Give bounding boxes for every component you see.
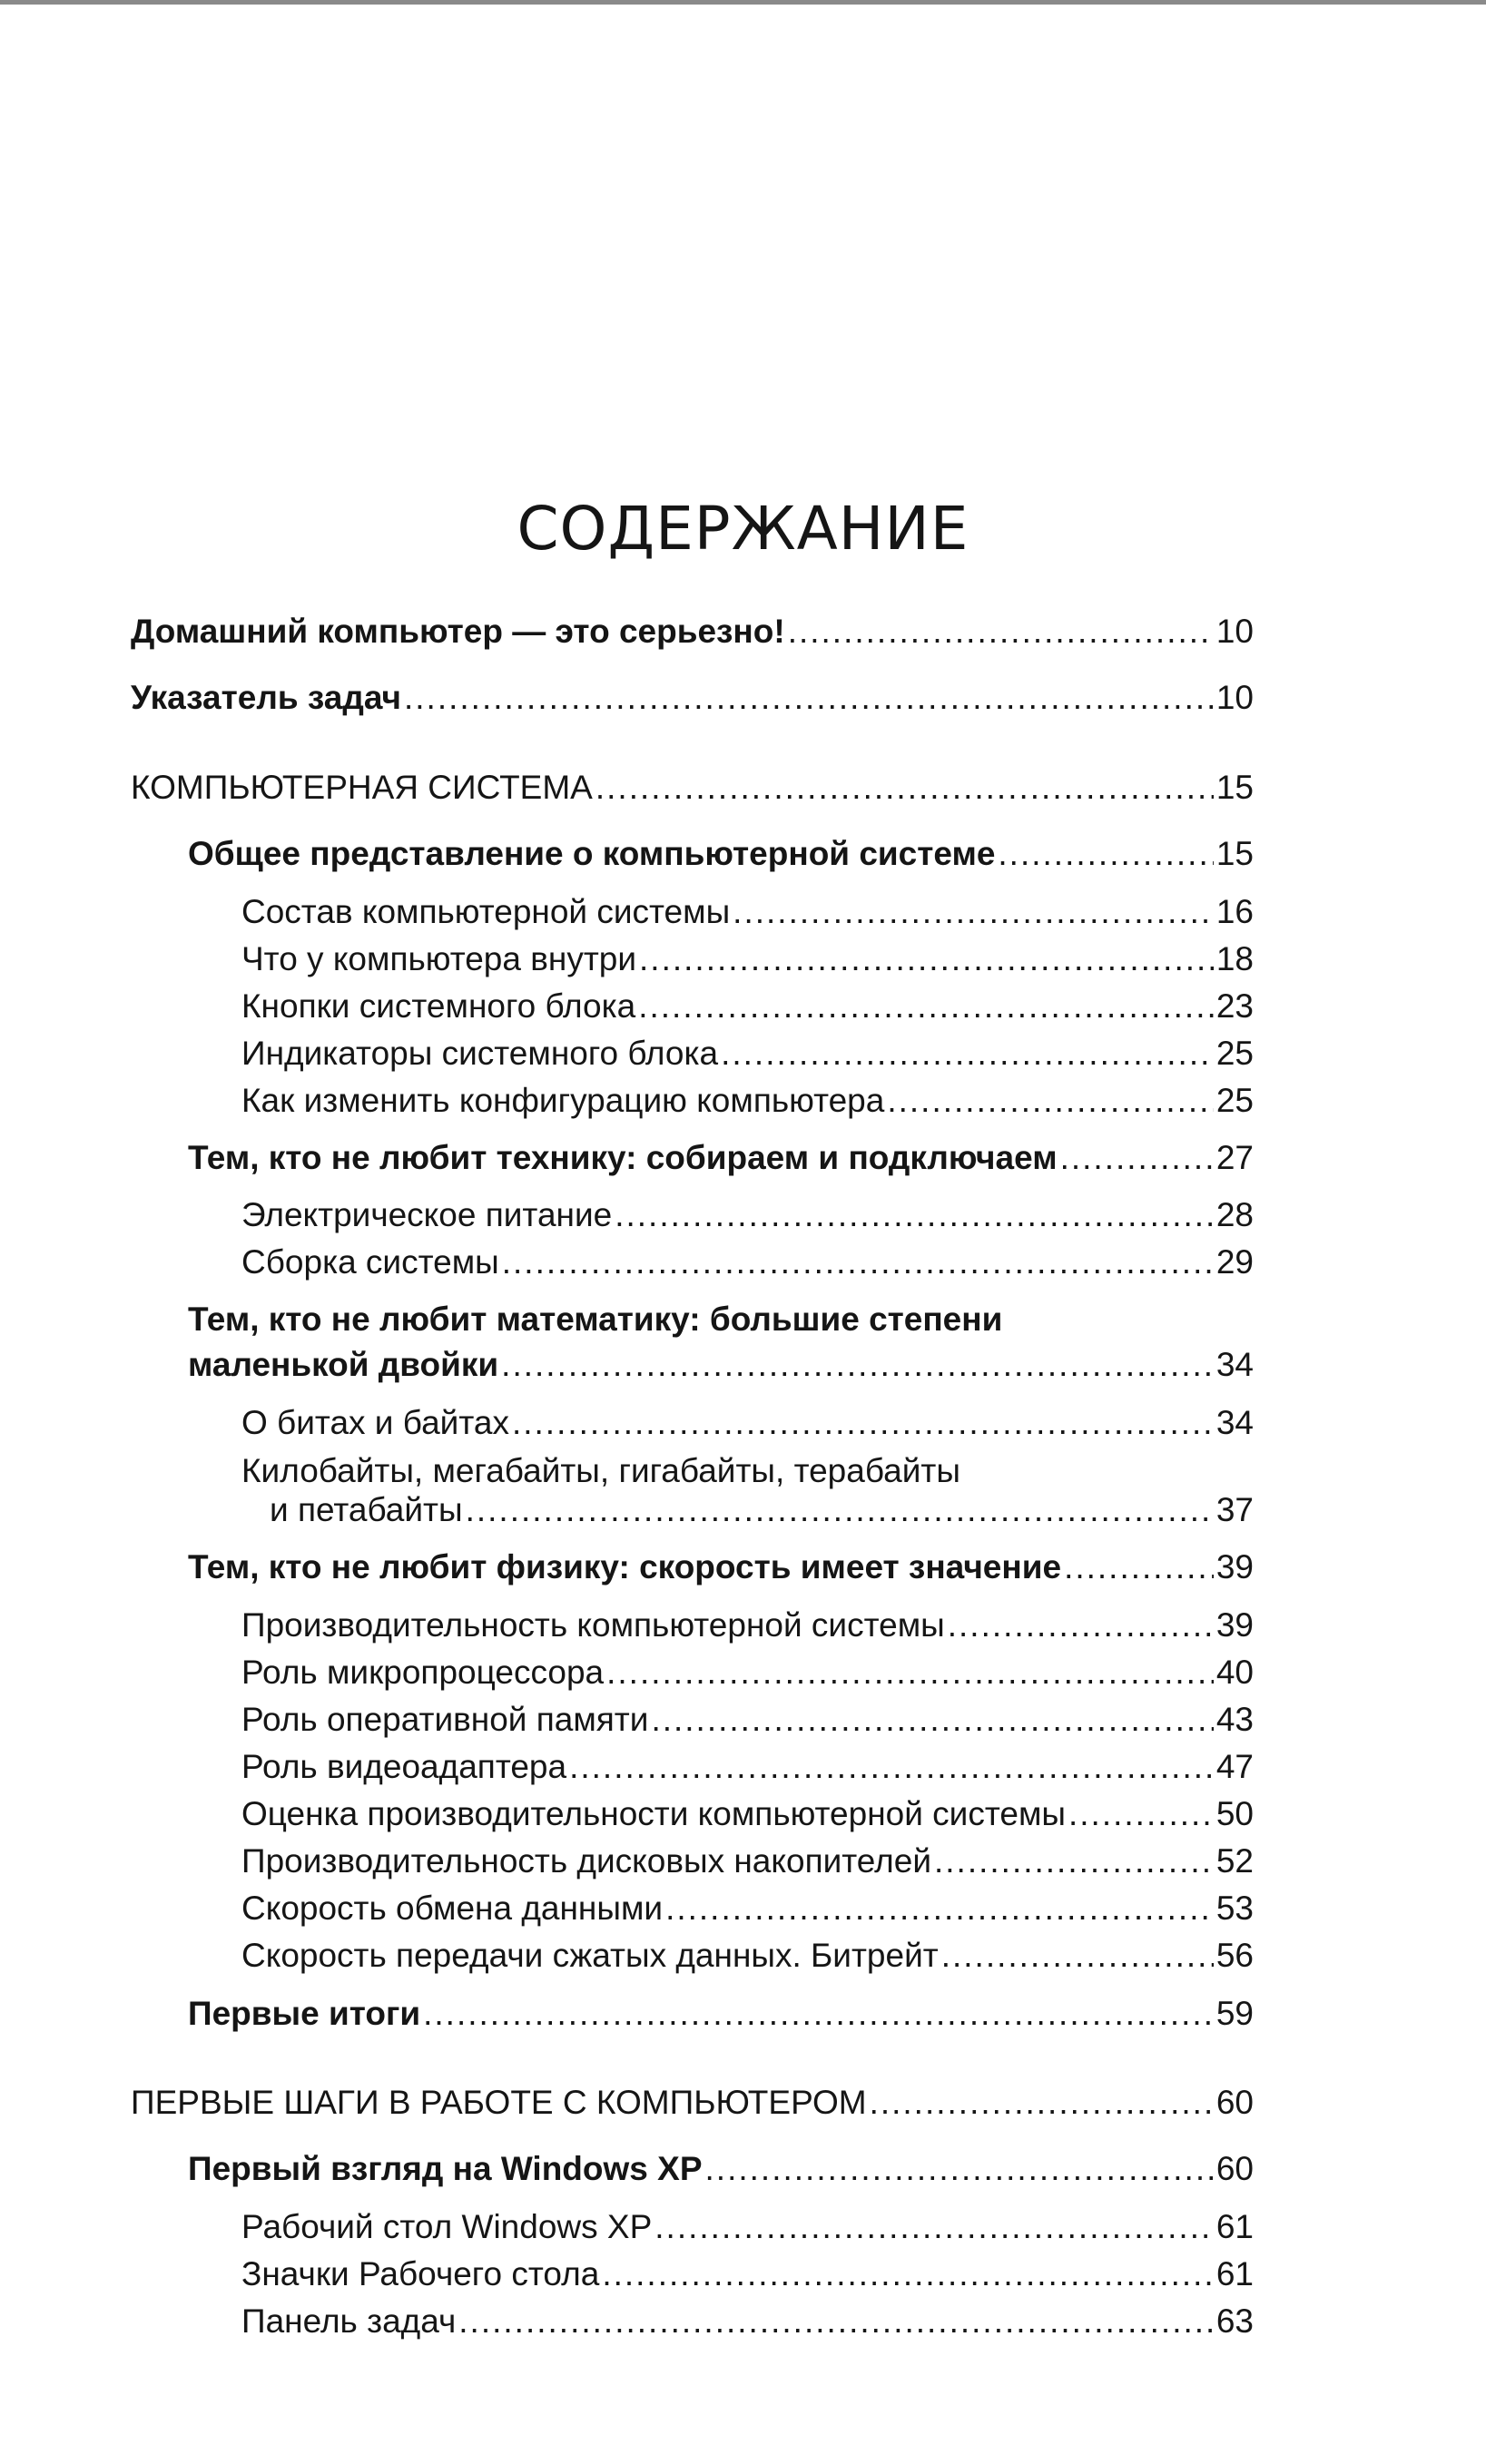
- toc-entry-page: 39: [1215, 1606, 1254, 1644]
- toc-entry-title: маленькой двойки: [188, 1346, 499, 1383]
- dot-leader: [948, 1605, 1214, 1646]
- toc-entry-title: Производительность дисковых накопителей: [241, 1842, 931, 1880]
- dot-leader: [1060, 1137, 1214, 1179]
- toc-entry: [188, 2148, 1254, 2190]
- toc-entry-title: Что у компьютера внутри: [241, 940, 637, 977]
- toc-entry-page: 37: [1215, 1491, 1254, 1528]
- toc-entry-page: 59: [1215, 1995, 1254, 2032]
- dot-leader: [569, 1746, 1214, 1788]
- dot-leader: [721, 1033, 1214, 1075]
- dot-leader: [615, 1194, 1214, 1236]
- toc-entry-page: 10: [1215, 679, 1254, 716]
- toc-entry-page: 47: [1215, 1748, 1254, 1785]
- toc-subentry: [241, 1402, 1254, 1444]
- dot-leader: [512, 1402, 1214, 1444]
- toc-entry-page: 40: [1215, 1654, 1254, 1691]
- toc-entry-title: О битах и байтах: [241, 1404, 509, 1441]
- toc-entry-title: Тем, кто не любит технику: собираем и подключаем: [188, 1139, 1058, 1176]
- dot-leader: [595, 767, 1214, 809]
- toc-entry-title: Сборка системы: [241, 1243, 499, 1281]
- dot-leader: [466, 1489, 1214, 1531]
- toc-entry: [188, 1137, 1254, 1179]
- toc-entry: [188, 1993, 1254, 2035]
- toc-subentry: [241, 891, 1254, 933]
- dot-leader: [788, 611, 1214, 653]
- dot-leader: [639, 938, 1214, 980]
- toc-entry: [188, 1344, 1254, 1386]
- toc-entry-page: 63: [1215, 2302, 1254, 2340]
- toc-entry-page: 60: [1215, 2084, 1254, 2121]
- toc-entry-page: 18: [1215, 940, 1254, 977]
- toc-entry-page: 53: [1215, 1890, 1254, 1927]
- toc-entry-title: Электрическое питание: [241, 1196, 613, 1233]
- dot-leader: [602, 2253, 1214, 2295]
- toc-entry-title: Значки Рабочего стола: [241, 2255, 600, 2292]
- toc-entry-title: и петабайты: [270, 1491, 463, 1528]
- toc-subentry: [241, 1935, 1254, 1977]
- toc-entry-page: 39: [1215, 1548, 1254, 1585]
- dot-leader: [1068, 1793, 1214, 1835]
- toc-entry-page: 50: [1215, 1795, 1254, 1832]
- toc-entry-title: Скорость передачи сжатых данных. Битрейт: [241, 1937, 939, 1974]
- toc-entry-title: Индикаторы системного блока: [241, 1035, 719, 1072]
- toc-entry-page: 25: [1215, 1082, 1254, 1119]
- dot-leader: [1064, 1546, 1214, 1588]
- toc-entry-title: Панель задач: [241, 2302, 457, 2340]
- toc-subentry: [241, 1699, 1254, 1741]
- toc-entry-page: 15: [1215, 769, 1254, 806]
- dot-leader: [998, 833, 1213, 875]
- toc-subentry: [241, 1746, 1254, 1788]
- toc-entry-title: Роль микропроцессора: [241, 1654, 605, 1691]
- toc-entry: [188, 833, 1254, 875]
- toc-subentry: [241, 1080, 1254, 1122]
- dot-leader: [404, 677, 1214, 719]
- toc-entry: [188, 1546, 1254, 1588]
- dot-leader: [654, 2206, 1214, 2248]
- toc-entry-title: Кнопки системного блока: [241, 987, 636, 1025]
- dot-leader: [638, 986, 1214, 1027]
- toc-entry-title: Производительность компьютерной системы: [241, 1606, 945, 1644]
- toc-entry-title: Рабочий стол Windows XP: [241, 2208, 653, 2245]
- dot-leader: [934, 1841, 1214, 1882]
- toc-entry-page: 15: [1215, 835, 1254, 872]
- toc-subentry: [241, 2301, 1254, 2342]
- toc-entry-page: 34: [1215, 1346, 1254, 1383]
- toc-subentry: [241, 2206, 1254, 2248]
- dot-leader: [870, 2082, 1214, 2124]
- dot-leader: [705, 2148, 1214, 2190]
- toc-section: [131, 767, 1254, 809]
- toc-section: [131, 2082, 1254, 2124]
- dot-leader: [502, 1242, 1214, 1283]
- toc-entry-page: 25: [1215, 1035, 1254, 1072]
- toc-subentry: [241, 938, 1254, 980]
- toc-entry-title: Роль оперативной памяти: [241, 1701, 649, 1738]
- toc-entry-title: КОМПЬЮТЕРНАЯ СИСТЕМА: [131, 769, 593, 806]
- toc-entry-page: 60: [1215, 2150, 1254, 2187]
- toc-entry-title: Роль видеоадаптера: [241, 1748, 567, 1785]
- toc-entry-title: ПЕРВЫЕ ШАГИ В РАБОТЕ С КОМПЬЮТЕРОМ: [131, 2084, 867, 2121]
- toc-entry: [131, 677, 1254, 719]
- dot-leader: [733, 891, 1214, 933]
- toc-subentry: [270, 1489, 1254, 1531]
- toc-entry-page: 61: [1215, 2208, 1254, 2245]
- toc-entry-title: Домашний компьютер — это серьезно!: [131, 613, 785, 650]
- toc-entry-title: Указатель задач: [131, 679, 401, 716]
- toc-subentry: [241, 1605, 1254, 1646]
- toc-entry-title: Скорость обмена данными: [241, 1890, 664, 1927]
- toc-subentry: [241, 1652, 1254, 1693]
- toc-subentry: [241, 1194, 1254, 1236]
- toc-entry-title: Состав компьютерной системы: [241, 893, 731, 930]
- dot-leader: [606, 1652, 1214, 1693]
- toc-entry-page: 28: [1215, 1196, 1254, 1233]
- dot-leader: [458, 2301, 1214, 2342]
- toc-entry-page: 16: [1215, 893, 1254, 930]
- toc-subentry: [241, 1033, 1254, 1075]
- dot-leader: [651, 1699, 1213, 1741]
- dot-leader: [665, 1888, 1214, 1929]
- toc-subentry: [241, 1841, 1254, 1882]
- toc-entry-title: Оценка производительности компьютерной системы: [241, 1795, 1066, 1832]
- toc-entry-title: Тем, кто не любит физику: скорость имеет значение: [188, 1548, 1062, 1585]
- toc-entry-title: Первые итоги: [188, 1995, 421, 2032]
- toc-entry-page: 43: [1215, 1701, 1254, 1738]
- toc-subentry: [241, 2253, 1254, 2295]
- dot-leader: [423, 1993, 1214, 2035]
- toc-entry-page: 34: [1215, 1404, 1254, 1441]
- toc-entry-title-line1: Тем, кто не любит математику: большие степени: [188, 1301, 1003, 1338]
- toc-entry-page: 29: [1215, 1243, 1254, 1281]
- toc-entry-page: 52: [1215, 1842, 1254, 1880]
- toc-entry-page: 56: [1215, 1937, 1254, 1974]
- page-title: СОДЕРЖАНИЕ: [517, 494, 969, 564]
- toc-entry-page: 27: [1215, 1139, 1254, 1176]
- dot-leader: [941, 1935, 1214, 1977]
- toc-entry-title: Общее представление о компьютерной системе: [188, 835, 996, 872]
- toc-entry-page: 10: [1215, 613, 1254, 650]
- toc-subentry: [241, 1793, 1254, 1835]
- toc-subentry: [241, 1242, 1254, 1283]
- dot-leader: [887, 1080, 1214, 1122]
- toc-entry-page: 61: [1215, 2255, 1254, 2292]
- toc-entry-title-line1: Килобайты, мегабайты, гигабайты, терабайты: [241, 1452, 960, 1489]
- toc-entry-title: Как изменить конфигурацию компьютера: [241, 1082, 885, 1119]
- toc-entry-title: Первый взгляд на Windows XP: [188, 2150, 703, 2187]
- toc-subentry: [241, 1888, 1254, 1929]
- toc-entry: [131, 611, 1254, 653]
- toc-subentry: [241, 986, 1254, 1027]
- dot-leader: [501, 1344, 1214, 1386]
- toc-entry-page: 23: [1215, 987, 1254, 1025]
